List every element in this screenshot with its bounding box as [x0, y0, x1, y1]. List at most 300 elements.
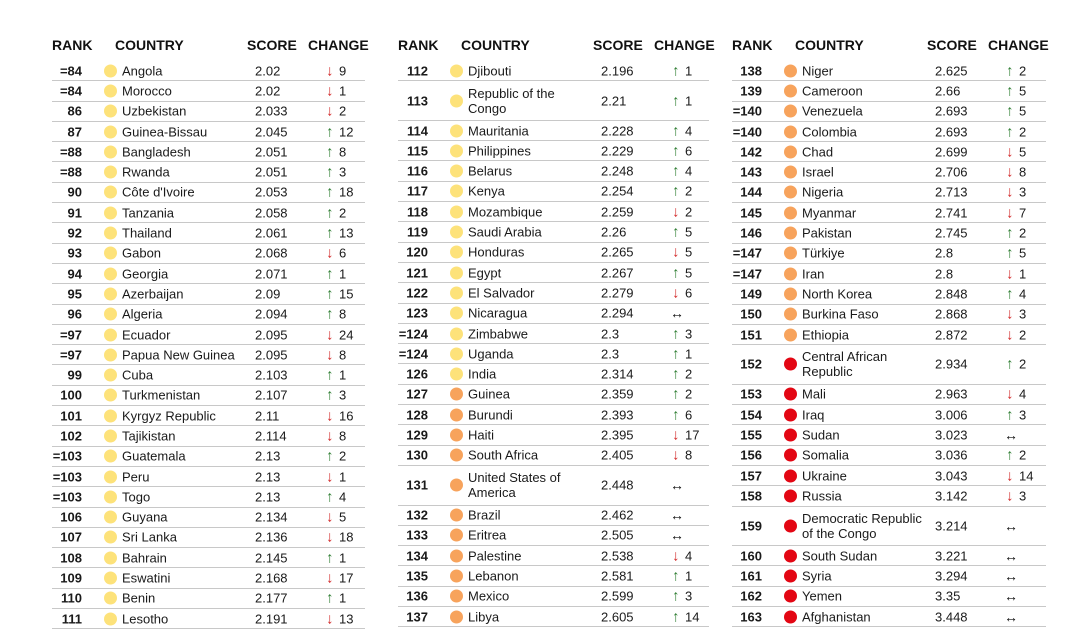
- country-cell: Mauritania: [468, 123, 529, 139]
- rank-cell: =103: [52, 489, 82, 505]
- rank-cell: 134: [406, 548, 428, 564]
- table-row: [732, 566, 1046, 586]
- country-cell: Gabon: [122, 245, 162, 261]
- change-value-cell: 5: [1019, 245, 1027, 261]
- table-row: [732, 405, 1046, 425]
- arrow-down-icon: ↓: [672, 243, 680, 261]
- peace-level-dot-icon: [784, 287, 797, 300]
- country-cell: Turkmenistan: [122, 387, 201, 403]
- arrow-up-icon: ↑: [672, 325, 680, 342]
- change-value-cell: 5: [1019, 83, 1027, 99]
- peace-level-dot-icon: [450, 529, 463, 542]
- change-value-cell: 6: [685, 285, 693, 301]
- table-row: [398, 546, 709, 566]
- arrow-up-icon: ↑: [1006, 355, 1014, 373]
- rank-cell: 118: [407, 204, 428, 220]
- country-cell: Nicaragua: [468, 305, 528, 321]
- peace-level-dot-icon: [450, 185, 463, 198]
- score-cell: 2.279: [601, 285, 634, 301]
- change-value-cell: 2: [685, 183, 693, 199]
- arrow-down-icon: ↓: [326, 407, 334, 425]
- change-value-cell: 3: [1019, 488, 1027, 504]
- score-cell: 2.107: [255, 387, 288, 403]
- arrow-down-icon: ↓: [1006, 143, 1014, 161]
- peace-level-dot-icon: [450, 124, 463, 137]
- score-cell: 2.359: [601, 386, 634, 402]
- peace-level-dot-icon: [104, 511, 117, 524]
- rank-cell: 86: [67, 103, 82, 119]
- rank-cell: 126: [406, 366, 428, 382]
- country-cell: El Salvador: [468, 285, 535, 301]
- rank-cell: 153: [740, 386, 762, 402]
- peace-level-dot-icon: [784, 428, 797, 441]
- no-change-icon: ↔: [1004, 426, 1018, 443]
- peace-level-dot-icon: [784, 590, 797, 603]
- score-cell: 2.265: [601, 244, 634, 260]
- table-row: [732, 102, 1046, 122]
- arrow-up-icon: ↑: [672, 182, 680, 200]
- change-value-cell: 12: [339, 124, 354, 140]
- table-row: [52, 325, 365, 345]
- peace-level-dot-icon: [450, 246, 463, 259]
- change-value-cell: 5: [1019, 144, 1027, 160]
- score-cell: 2.051: [255, 144, 288, 160]
- score-cell: 2.3: [601, 346, 620, 362]
- arrow-up-icon: ↑: [326, 549, 334, 567]
- peace-level-dot-icon: [784, 469, 797, 482]
- table-rows: [52, 61, 365, 629]
- peace-level-dot-icon: [104, 166, 117, 179]
- table-row: [398, 385, 709, 405]
- table-row: [732, 546, 1046, 566]
- peace-level-dot-icon: [784, 247, 797, 260]
- rank-cell: 101: [60, 408, 82, 424]
- peace-level-dot-icon: [784, 308, 797, 321]
- table-row: [52, 162, 365, 182]
- rank-cell: 139: [740, 83, 762, 99]
- rank-cell: 106: [60, 509, 82, 525]
- peace-level-dot-icon: [450, 388, 463, 401]
- no-change-icon: ↔: [1004, 547, 1018, 564]
- table-row: [732, 142, 1046, 162]
- rank-cell: 149: [740, 286, 762, 302]
- change-value-cell: 1: [339, 83, 347, 99]
- table-row: [732, 264, 1046, 284]
- score-cell: 2.405: [601, 447, 634, 463]
- no-change-icon: ↔: [1004, 608, 1018, 625]
- table-row: [398, 506, 709, 526]
- rank-cell: 94: [67, 266, 82, 282]
- rank-cell: 150: [740, 306, 762, 322]
- peace-level-dot-icon: [450, 165, 463, 178]
- score-cell: 2.229: [601, 143, 634, 159]
- table-row: [398, 344, 709, 364]
- change-value-cell: 5: [339, 509, 347, 525]
- table-row: [52, 548, 365, 568]
- peace-level-dot-icon: [104, 206, 117, 219]
- country-cell: Central African Republic: [802, 349, 888, 380]
- no-change-icon: ↔: [1004, 588, 1018, 605]
- score-cell: 2.934: [935, 356, 968, 372]
- peace-level-dot-icon: [450, 347, 463, 360]
- arrow-up-icon: ↑: [672, 567, 680, 585]
- country-cell: Uganda: [468, 346, 514, 362]
- table-row: [398, 81, 709, 121]
- score-cell: 2.3: [601, 326, 620, 341]
- table-row: [52, 609, 365, 629]
- header-score: SCORE: [247, 37, 297, 53]
- score-cell: 2.745: [935, 225, 968, 241]
- country-cell: Cameroon: [802, 83, 863, 99]
- rank-cell: 110: [61, 590, 82, 606]
- rank-cell: 115: [407, 143, 428, 159]
- peace-level-dot-icon: [784, 328, 797, 341]
- peace-level-dot-icon: [104, 592, 117, 605]
- header-country: COUNTRY: [795, 37, 864, 53]
- peace-level-dot-icon: [104, 308, 117, 321]
- arrow-up-icon: ↑: [1006, 224, 1014, 242]
- score-cell: 2.8: [935, 245, 954, 261]
- score-cell: 3.214: [935, 518, 968, 534]
- country-cell: Somalia: [802, 447, 849, 463]
- rank-cell: 119: [407, 224, 428, 240]
- change-value-cell: 3: [1019, 184, 1027, 200]
- change-value-cell: 5: [685, 244, 693, 260]
- rank-cell: 135: [406, 568, 428, 584]
- score-cell: 2.8: [935, 266, 954, 282]
- peace-level-dot-icon: [784, 519, 797, 532]
- country-cell: Kyrgyz Republic: [122, 408, 216, 424]
- table-row: [52, 447, 365, 467]
- score-cell: 2.136: [255, 529, 288, 545]
- table-row: [52, 61, 365, 81]
- score-cell: 2.21: [601, 93, 627, 109]
- table-row: [52, 467, 365, 487]
- country-cell: Niger: [802, 63, 834, 79]
- arrow-down-icon: ↓: [326, 244, 334, 262]
- country-cell: Palestine: [468, 548, 522, 564]
- country-cell: Bangladesh: [122, 144, 191, 160]
- peace-level-dot-icon: [784, 610, 797, 623]
- arrow-up-icon: ↑: [672, 92, 680, 110]
- table-row: [398, 222, 709, 242]
- country-cell: Thailand: [122, 225, 172, 241]
- change-value-cell: 1: [339, 266, 347, 282]
- arrow-up-icon: ↑: [672, 264, 680, 282]
- table-row: [398, 566, 709, 586]
- arrow-down-icon: ↓: [326, 102, 334, 120]
- rank-cell: 113: [407, 93, 428, 109]
- country-cell: Belarus: [468, 163, 513, 179]
- change-value-cell: 18: [339, 184, 354, 200]
- score-cell: 2.254: [601, 183, 634, 199]
- change-value-cell: 17: [339, 570, 354, 586]
- arrow-down-icon: ↓: [672, 426, 680, 444]
- peace-level-dot-icon: [784, 489, 797, 502]
- rank-cell: 92: [67, 225, 82, 241]
- header-change: CHANGE: [308, 37, 369, 53]
- score-cell: 2.196: [601, 63, 634, 79]
- table-row: [398, 607, 709, 627]
- country-cell: Iraq: [802, 407, 825, 423]
- table-header: [398, 34, 715, 56]
- rank-cell: 100: [60, 387, 82, 403]
- rank-cell: =103: [52, 469, 82, 485]
- country-cell: North Korea: [802, 286, 873, 302]
- score-cell: 2.713: [935, 184, 968, 200]
- table-row: [52, 183, 365, 203]
- arrow-down-icon: ↓: [326, 346, 334, 364]
- rank-cell: 107: [60, 529, 82, 545]
- rank-cell: 144: [740, 184, 762, 200]
- country-cell: Brazil: [468, 507, 501, 523]
- change-value-cell: 3: [339, 387, 347, 403]
- change-value-cell: 5: [1019, 103, 1027, 119]
- change-value-cell: 1: [1019, 266, 1027, 282]
- score-cell: 2.13: [255, 448, 281, 464]
- arrow-up-icon: ↑: [1006, 285, 1014, 303]
- country-cell: Lesotho: [122, 611, 169, 627]
- table-row: [398, 425, 709, 445]
- table-row: [398, 466, 709, 506]
- rank-cell: =140: [732, 124, 762, 140]
- peace-level-dot-icon: [784, 206, 797, 219]
- country-cell: Republic of the Congo: [468, 85, 555, 116]
- change-value-cell: 8: [339, 347, 347, 363]
- score-cell: 2.02: [255, 83, 281, 99]
- country-cell: Libya: [468, 609, 500, 625]
- country-cell: Sri Lanka: [122, 529, 177, 545]
- country-cell: Israel: [802, 164, 834, 180]
- table-row: [398, 324, 709, 344]
- table-row: [732, 81, 1046, 101]
- score-cell: 2.462: [601, 507, 634, 523]
- score-cell: 2.706: [935, 164, 968, 180]
- arrow-down-icon: ↓: [326, 326, 334, 343]
- no-change-icon: ↔: [670, 527, 684, 544]
- score-cell: 2.963: [935, 386, 968, 402]
- score-cell: 2.294: [601, 305, 634, 321]
- table-row: [398, 405, 709, 425]
- rank-cell: 121: [406, 265, 428, 281]
- score-cell: 2.095: [255, 347, 288, 363]
- change-value-cell: 8: [339, 144, 347, 160]
- country-cell: Burkina Faso: [802, 306, 879, 322]
- table-row: [732, 587, 1046, 607]
- score-cell: 2.66: [935, 83, 961, 99]
- peace-level-dot-icon: [450, 327, 463, 340]
- score-cell: 2.177: [255, 590, 288, 606]
- arrow-up-icon: ↑: [672, 223, 680, 241]
- table-row: [398, 141, 709, 161]
- arrow-down-icon: ↓: [326, 82, 334, 100]
- table-row: [398, 364, 709, 384]
- peace-level-dot-icon: [104, 612, 117, 625]
- rank-cell: 162: [740, 588, 762, 604]
- country-cell: Algeria: [122, 306, 163, 322]
- country-cell: Azerbaijan: [122, 286, 184, 302]
- score-cell: 3.221: [935, 548, 968, 564]
- table-row: [732, 345, 1046, 385]
- change-value-cell: 6: [685, 407, 693, 423]
- country-cell: Eswatini: [122, 570, 171, 586]
- country-cell: Morocco: [122, 83, 172, 99]
- peace-level-dot-icon: [450, 590, 463, 603]
- arrow-down-icon: ↓: [326, 569, 334, 587]
- table-row: [52, 508, 365, 528]
- rank-cell: 143: [740, 164, 762, 180]
- score-cell: 2.848: [935, 286, 968, 302]
- country-cell: Guinea: [468, 386, 510, 402]
- arrow-up-icon: ↑: [672, 142, 680, 160]
- header-rank: RANK: [398, 37, 439, 53]
- country-cell: Bahrain: [122, 550, 167, 566]
- rank-cell: 132: [406, 507, 428, 523]
- peace-level-dot-icon: [784, 125, 797, 138]
- country-cell: Egypt: [468, 265, 502, 281]
- country-cell: Pakistan: [802, 225, 852, 241]
- score-cell: 2.625: [935, 63, 968, 79]
- table-header: [52, 34, 369, 56]
- score-cell: 2.228: [601, 123, 634, 139]
- peace-level-dot-icon: [104, 125, 117, 138]
- no-change-icon: ↔: [1004, 568, 1018, 585]
- peace-level-dot-icon: [104, 186, 117, 199]
- table-row: [398, 202, 709, 222]
- rank-cell: 145: [740, 205, 762, 221]
- table-row: [398, 121, 709, 141]
- table-row: [398, 182, 709, 202]
- no-change-icon: ↔: [670, 477, 684, 494]
- change-value-cell: 7: [1019, 205, 1027, 221]
- arrow-up-icon: ↑: [672, 365, 680, 383]
- peace-level-dot-icon: [784, 166, 797, 179]
- table-row: [732, 183, 1046, 203]
- header-country: COUNTRY: [115, 37, 184, 53]
- peace-level-dot-icon: [104, 328, 117, 341]
- table-row: [398, 61, 709, 81]
- rank-cell: =97: [59, 327, 82, 342]
- table-row: [732, 305, 1046, 325]
- score-cell: 2.094: [255, 306, 288, 322]
- score-cell: 2.051: [255, 164, 288, 180]
- country-cell: Yemen: [802, 588, 842, 604]
- rank-cell: 155: [740, 427, 762, 443]
- rank-cell: 157: [740, 468, 762, 484]
- country-cell: Venezuela: [802, 103, 863, 119]
- table-row: [52, 203, 365, 223]
- change-value-cell: 2: [339, 448, 347, 464]
- table-row: [732, 284, 1046, 304]
- country-cell: Philippines: [468, 143, 531, 159]
- rank-cell: 122: [406, 285, 428, 301]
- country-cell: Côte d'Ivoire: [122, 184, 195, 200]
- score-cell: 3.006: [935, 407, 968, 423]
- header-change: CHANGE: [654, 37, 715, 53]
- arrow-up-icon: ↑: [326, 285, 334, 303]
- score-cell: 3.448: [935, 609, 968, 625]
- rank-cell: 137: [406, 609, 428, 625]
- peace-level-dot-icon: [450, 266, 463, 279]
- change-value-cell: 3: [1019, 306, 1027, 322]
- score-cell: 2.053: [255, 184, 288, 200]
- table-row: [398, 263, 709, 283]
- table-row: [52, 284, 365, 304]
- rank-cell: =140: [732, 103, 762, 119]
- peace-level-dot-icon: [450, 64, 463, 77]
- table-rows: [398, 61, 709, 627]
- rank-cell: 146: [740, 225, 762, 241]
- rank-cell: 158: [740, 488, 762, 504]
- peace-level-dot-icon: [784, 267, 797, 280]
- change-value-cell: 1: [685, 63, 693, 79]
- country-cell: Guinea-Bissau: [122, 124, 208, 140]
- peace-level-dot-icon: [450, 205, 463, 218]
- score-cell: 3.35: [935, 588, 961, 604]
- change-value-cell: 3: [1019, 407, 1027, 423]
- rank-cell: 160: [740, 548, 762, 564]
- table-row: [52, 426, 365, 446]
- country-cell: Haiti: [468, 427, 495, 443]
- arrow-down-icon: ↓: [1006, 467, 1014, 485]
- country-cell: Uzbekistan: [122, 103, 187, 119]
- country-cell: Angola: [122, 63, 163, 79]
- score-cell: 2.448: [601, 477, 634, 493]
- table-row: [398, 161, 709, 181]
- peace-level-dot-icon: [784, 570, 797, 583]
- arrow-down-icon: ↓: [326, 610, 334, 628]
- rank-cell: 87: [67, 124, 82, 140]
- change-value-cell: 8: [339, 306, 347, 322]
- arrow-up-icon: ↑: [672, 608, 680, 626]
- country-cell: Ukraine: [802, 468, 847, 484]
- peace-level-dot-icon: [784, 227, 797, 240]
- arrow-up-icon: ↑: [1006, 62, 1014, 80]
- country-cell: Georgia: [122, 266, 169, 282]
- table-row: [732, 385, 1046, 405]
- table-row: [52, 102, 365, 122]
- country-cell: Ecuador: [122, 327, 171, 342]
- score-cell: 2.191: [255, 611, 288, 627]
- peace-level-dot-icon: [104, 490, 117, 503]
- country-cell: South Sudan: [802, 548, 878, 564]
- rank-cell: =88: [59, 164, 82, 180]
- peace-level-dot-icon: [450, 144, 463, 157]
- score-cell: 2.868: [935, 306, 968, 322]
- arrow-up-icon: ↑: [326, 447, 334, 465]
- change-value-cell: 4: [339, 489, 347, 505]
- table-row: [732, 162, 1046, 182]
- table-row: [732, 607, 1046, 627]
- country-cell: Myanmar: [802, 205, 857, 221]
- table-row: [52, 386, 365, 406]
- arrow-down-icon: ↓: [1006, 487, 1014, 505]
- country-cell: Kenya: [468, 183, 505, 199]
- no-change-icon: ↔: [670, 507, 684, 524]
- change-value-cell: 1: [685, 93, 693, 109]
- rank-cell: 127: [406, 386, 428, 402]
- score-cell: 2.13: [255, 469, 281, 485]
- country-cell: Benin: [122, 590, 156, 606]
- change-value-cell: 16: [339, 408, 354, 424]
- table-row: [52, 264, 365, 284]
- change-value-cell: 5: [685, 224, 693, 240]
- score-cell: 2.26: [601, 224, 627, 240]
- score-cell: 3.142: [935, 488, 968, 504]
- score-cell: 2.095: [255, 327, 288, 342]
- score-cell: 3.043: [935, 468, 968, 484]
- table-row: [52, 81, 365, 101]
